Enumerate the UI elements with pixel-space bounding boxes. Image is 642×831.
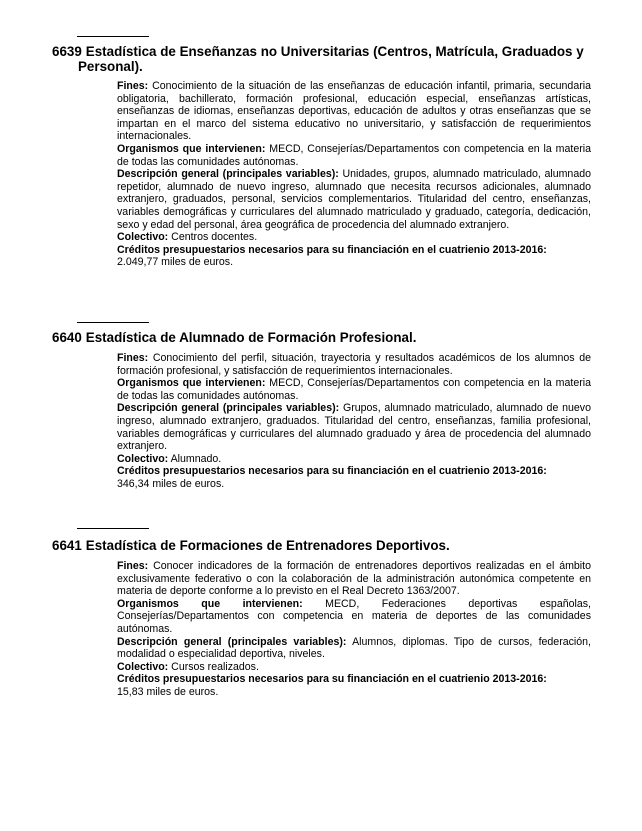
fines-text: Conocer indicadores de la formación de entrenadores deportivos realizadas en el ámbito exclusivamente federativo o con la colaboración de la administración autonómica competente en materia de deporte conforme a lo previsto en el Real Decreto 1363/2007.	[117, 560, 591, 598]
fines-label: Fines:	[117, 560, 149, 572]
descripcion-label: Descripción general (principales variables):	[117, 402, 340, 415]
descripcion-paragraph	[117, 402, 591, 452]
entry-title: Estadística de Formaciones de Entrenadores Deportivos.	[85, 538, 450, 553]
organismos-text: MECD, Consejerías/Departamentos con competencia en la materia de todas las comunidades autónomas.	[117, 377, 591, 402]
colectivo-paragraph	[117, 661, 591, 674]
descripcion-text: Alumnos, diplomas. Tipo de cursos, federación, modalidad o especialidad deportiva, niveles.	[117, 635, 591, 661]
colectivo-label: Colectivo:	[117, 452, 169, 465]
creditos-label: Créditos presupuestarios necesarios para su financiación en el cuatrienio 2013-2016:	[117, 243, 547, 256]
entry-title: Estadística de Enseñanzas no Universitarias (Centros, Matrícula, Graduados y	[85, 44, 584, 59]
entry-title: Estadística de Alumnado de Formación Profesional.	[85, 330, 417, 345]
creditos-text: 346,34 miles de euros.	[117, 477, 225, 490]
descripcion-label: Descripción general (principales variables):	[117, 635, 347, 648]
descripcion-text: Unidades, grupos, alumnado matriculado, alumnado repetidor, alumnado de nuevo ingreso, alumnado que necesita recursos adicionales, alumnado extranjero, graduados, personal, servicios complementarios. Titularidad del centro, enseñanzas, variables demográficas y curriculares del alumnado matriculado y graduado, categoría, dedicación, sexo y edad del personal, área geográfica de procedencia del alumnado extranjero.	[117, 168, 591, 231]
organismos-paragraph	[117, 377, 591, 402]
entry-number: 6641	[52, 538, 82, 553]
entry-heading	[52, 330, 592, 345]
creditos-paragraph	[117, 465, 591, 490]
entry-body	[117, 352, 591, 491]
colectivo-text: Cursos realizados.	[171, 660, 259, 673]
entry-number: 6639	[52, 44, 82, 59]
descripcion-paragraph	[117, 636, 591, 661]
entry-heading	[52, 538, 592, 553]
creditos-label: Créditos presupuestarios necesarios para su financiación en el cuatrienio 2013-2016:	[117, 465, 547, 478]
fines-label: Fines:	[117, 352, 149, 364]
creditos-paragraph	[117, 673, 591, 698]
entry-number: 6640	[52, 330, 82, 345]
entry-heading	[52, 44, 592, 74]
creditos-label: Créditos presupuestarios necesarios para su financiación en el cuatrienio 2013-2016:	[117, 673, 547, 686]
organismos-label: Organismos que intervienen:	[117, 142, 266, 155]
colectivo-text: Centros docentes.	[171, 231, 258, 244]
colectivo-label: Colectivo:	[117, 231, 169, 244]
fines-paragraph	[117, 80, 591, 143]
entry-title-continuation: Personal).	[78, 59, 143, 74]
fines-label: Fines:	[117, 80, 149, 92]
colectivo-paragraph	[117, 453, 591, 466]
organismos-text: MECD, Consejerías/Departamentos con competencia en la materia de todas las comunidades autónomas.	[117, 142, 591, 168]
entry-body	[117, 560, 591, 699]
organismos-label: Organismos que intervienen:	[117, 377, 266, 390]
organismos-paragraph	[117, 143, 591, 168]
creditos-text: 2.049,77 miles de euros.	[117, 256, 234, 269]
colectivo-paragraph	[117, 231, 591, 244]
fines-text: Conocimiento de la situación de las enseñanzas de educación infantil, primaria, secundaria obligatoria, bachillerato, formación profesional, educación especial, enseñanzas artísticas, enseñanzas de idiomas, enseñanzas deportivas, educación de adultos y otras enseñanzas que se impartan en el marco del sistema educativo no universitario, y satisfacción de requerimientos internacionales.	[117, 80, 591, 143]
organismos-text: MECD, Federaciones deportivas españolas, Consejerías/Departamentos con competencia en materia de deportes de las comunidades autónomas.	[117, 597, 591, 635]
organismos-label: Organismos que intervienen:	[117, 597, 303, 610]
section-rule	[77, 322, 149, 323]
creditos-text: 15,83 miles de euros.	[117, 685, 219, 698]
section-rule	[77, 36, 149, 37]
fines-paragraph	[117, 352, 591, 377]
colectivo-text: Alumnado.	[170, 452, 222, 465]
creditos-paragraph	[117, 244, 591, 269]
section-rule	[77, 528, 149, 529]
descripcion-label: Descripción general (principales variables):	[117, 168, 339, 181]
fines-text: Conocimiento del perfil, situación, trayectoria y resultados académicos de los alumnos de formación profesional, y satisfacción de requerimientos internacionales.	[117, 352, 591, 377]
descripcion-paragraph	[117, 168, 591, 231]
organismos-paragraph	[117, 598, 591, 636]
descripcion-text: Grupos, alumnado matriculado, alumnado de nuevo ingreso, alumnado extranjero, graduados. Titularidad del centro, enseñanzas, familia profesional, variables demográficas y curriculares del alumnado graduado y área de procedencia del alumnado extranjero.	[117, 402, 591, 453]
entry-body	[117, 80, 591, 269]
fines-paragraph	[117, 560, 591, 598]
colectivo-label: Colectivo:	[117, 660, 169, 673]
